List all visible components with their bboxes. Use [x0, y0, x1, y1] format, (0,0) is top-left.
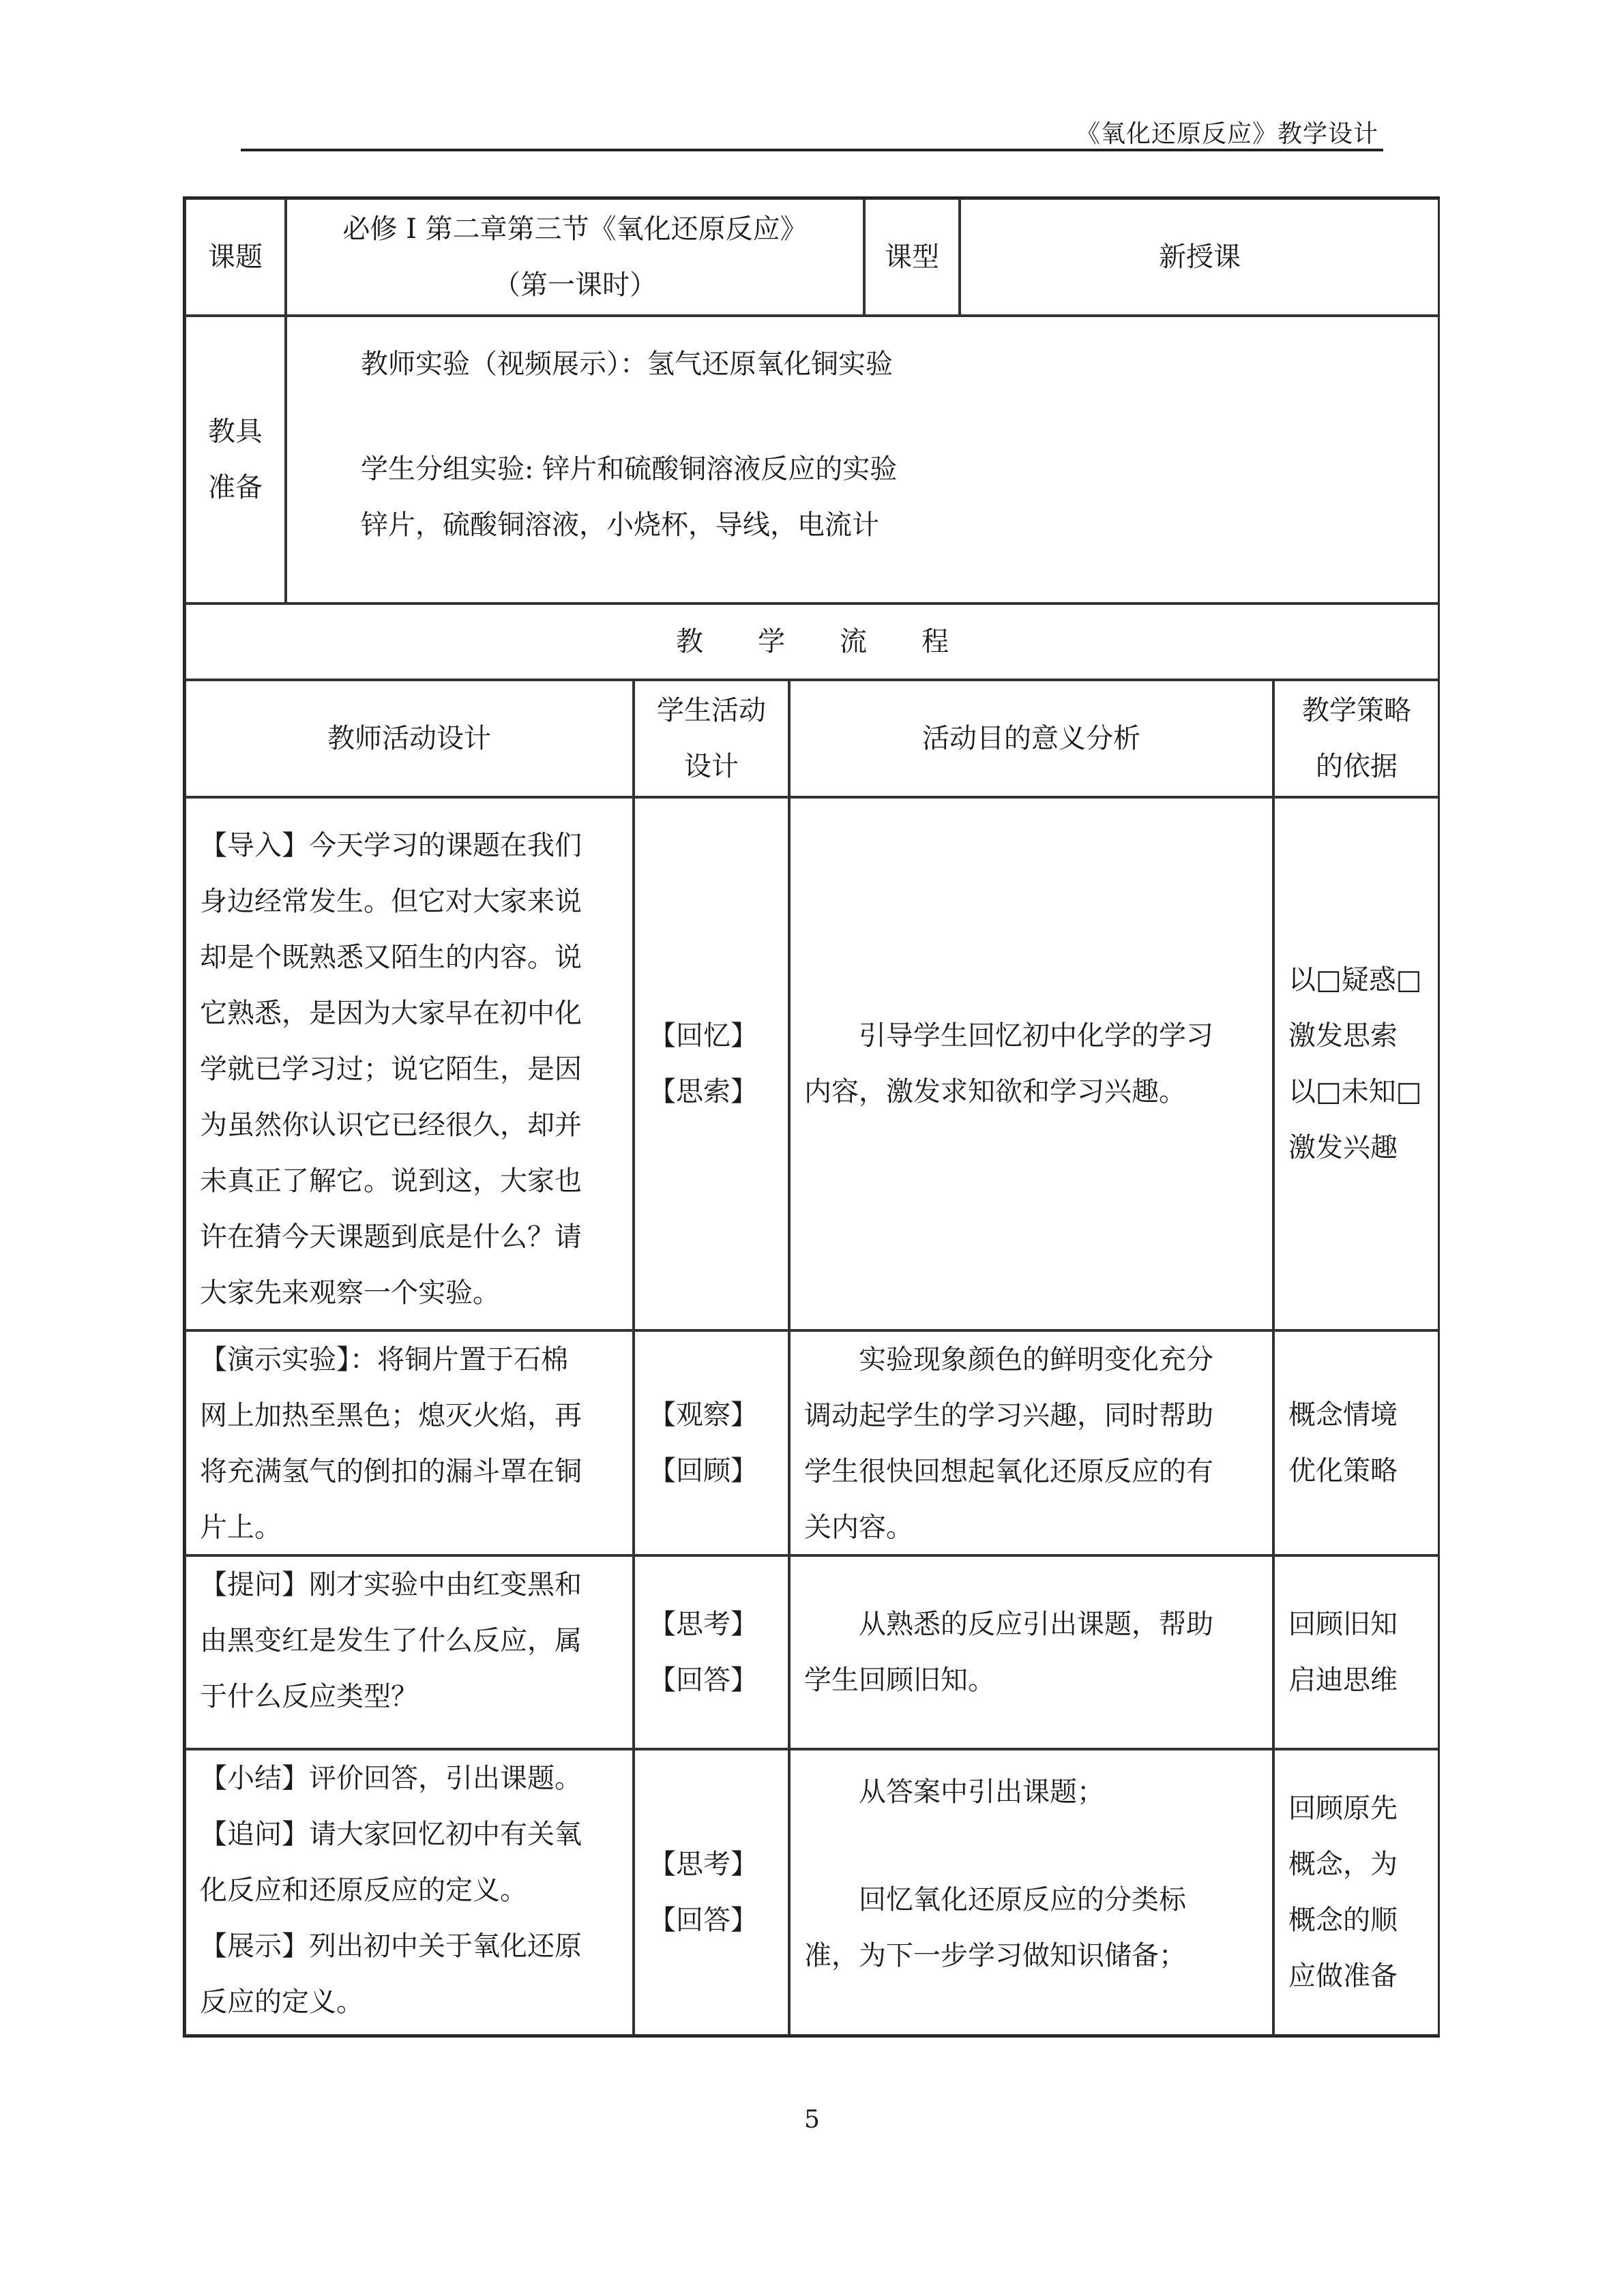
table-row-4-teacher: 【小结】评价回答，引出课题。 【追问】请大家回忆初中有关氧 化反应和还原反应的定义。 【展示】列出初中关于氧化还原 反应的定义。 [185, 1749, 634, 2036]
topic-label: 课题 [185, 198, 286, 316]
tools-line-materials: 锌片，硫酸铜溶液，小烧杯，导线，电流计 [361, 509, 879, 541]
table-row-2-strategy: 概念情境 优化策略 [1273, 1330, 1440, 1555]
table-row-2-teacher: 【演示实验】：将铜片置于石棉 网上加热至黑色；熄灭火焰，再 将充满氢气的倒扣的漏斗罩在铜 片上。 [185, 1330, 634, 1555]
topic-subtitle: （第一课时） [492, 269, 657, 301]
flow-title: 教 学 流 程 [185, 603, 1440, 680]
table-row-4-strategy: 回顾原先 概念，为 概念的顺 应做准备 [1273, 1749, 1440, 2036]
table-row-1-purpose: 引导学生回忆初中化学的学习 内容，激发求知欲和学习兴趣。 [789, 797, 1273, 1330]
table-row-1-strategy: 以□疑惑□ 激发思索 以□未知□ 激发兴趣 [1273, 797, 1440, 1330]
table-row-3-purpose: 从熟悉的反应引出课题，帮助 学生回顾旧知。 [789, 1555, 1273, 1749]
tools-line-teacher: 教师实验（视频展示）：氢气还原氧化铜实验 [361, 348, 893, 380]
page-number: 5 [804, 2106, 820, 2134]
table-row-2-purpose: 实验现象颜色的鲜明变化充分 调动起学生的学习兴趣，同时帮助 学生很快回想起氧化还原反应的有 关内容。 [789, 1330, 1273, 1555]
header-rule [241, 149, 1383, 151]
table-row-3-strategy: 回顾旧知 启迪思维 [1273, 1555, 1440, 1749]
col-header-strategy: 教学策略 的依据 [1273, 680, 1440, 797]
tools-label: 教具 准备 [185, 316, 286, 603]
table-row-4-purpose: 从答案中引出课题； 回忆氧化还原反应的分类标 准，为下一步学习做知识储备； [789, 1749, 1273, 2036]
topic-value [286, 198, 864, 316]
topic-title: 必修 I 第二章第三节《氧化还原反应》 [342, 213, 808, 245]
col-header-teacher: 教师活动设计 [185, 680, 634, 797]
col-header-student: 学生活动 设计 [634, 680, 789, 797]
tools-content [286, 316, 1440, 603]
table-row-2-student: 【观察】 【回顾】 [634, 1330, 789, 1555]
table-row-1-teacher: 【导入】今天学习的课题在我们 身边经常发生。但它对大家来说 却是个既熟悉又陌生的内容。说 它熟悉，是因为大家早在初中化 学就已学习过；说它陌生，是因 为虽然你认识它已经很久，却并 未真正了解它。说到这，大家也 许在猜今天课题到底是什么？请 大家先来观察一个实验。 [185, 797, 634, 1330]
lesson-table [183, 196, 1440, 2038]
table-row-3-teacher: 【提问】刚才实验中由红变黑和 由黑变红是发生了什么反应，属 于什么反应类型？ [185, 1555, 634, 1749]
header-title: 《氧化还原反应》教学设计 [1075, 120, 1378, 148]
type-label: 课型 [864, 198, 960, 316]
table-row-1-student: 【回忆】 【思索】 [634, 797, 789, 1330]
col-header-purpose: 活动目的意义分析 [789, 680, 1273, 797]
type-value: 新授课 [960, 198, 1440, 316]
tools-line-group: 学生分组实验: 锌片和硫酸铜溶液反应的实验 [361, 453, 898, 485]
table-row-3-student: 【思考】 【回答】 [634, 1555, 789, 1749]
table-row-4-student: 【思考】 【回答】 [634, 1749, 789, 2036]
